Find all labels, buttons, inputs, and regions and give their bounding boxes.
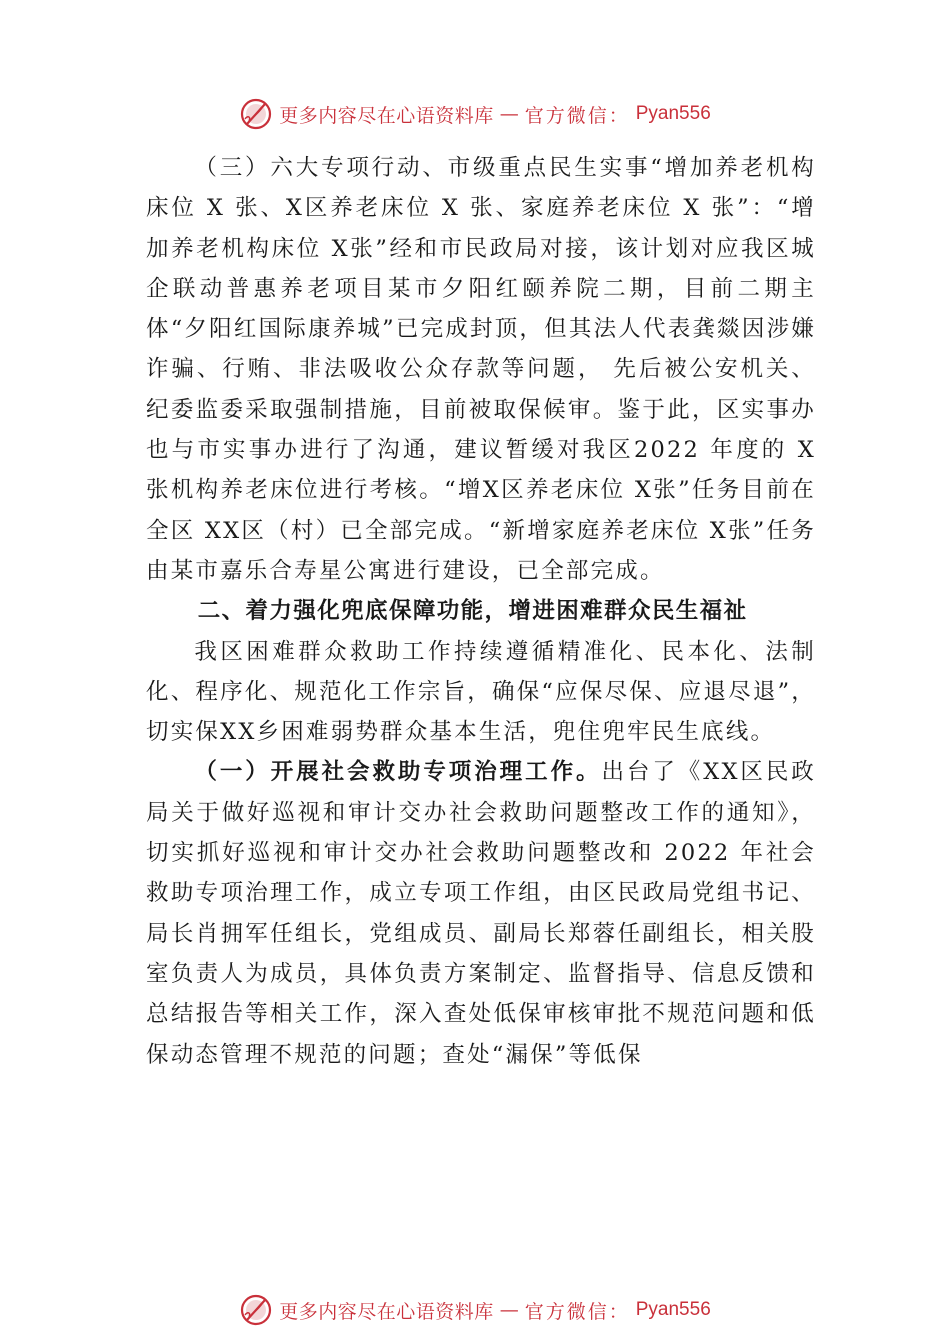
watermark-weixin-id: Pyan556 [635,103,711,124]
watermark-text: 更多内容尽在心语资料库 [279,104,494,127]
watermark-weixin-label: 官方微信： [524,1300,630,1323]
paragraph-lead-title: （一）开展社会救助专项治理工作。 [194,759,602,786]
watermark-weixin-id: Pyan556 [635,1299,711,1320]
document-body [146,148,816,1075]
watermark-dash: — [499,1299,519,1321]
feather-pen-seal-icon [239,1293,273,1327]
paragraph-assistance-intro: 我区困难群众救助工作持续遵循精准化、民本化、法制化、程序化、规范化工作宗旨，确保“应保尽保、应退尽退”，切实保XX乡困难弱势群众基本生活，兜住兜牢民生底线。 [146,638,816,746]
header-watermark [0,94,950,134]
feather-pen-seal-icon [239,97,273,131]
watermark-weixin-label: 官方微信： [524,104,630,127]
paragraph-governance-text: 出台了《XX区民政局关于做好巡视和审计交办社会救助问题整改工作的通知》，切实抓好巡视和审计交办社会救助问题整改和 2022 年社会救助专项治理工作，成立专项工作组，由区民政局党组书记、局长肖拥军任组长，党组成员、副局长郑蓉任副组长，相关股室负责人为成员，具体负责方案制定、监督指导、信息反馈和总结报告等相关工作，深入查处低保审核审批不规范问题和低保动态管理不规范的问题；查处“漏保”等低保 [146,759,817,1068]
paragraph-special-actions: （三）六大专项行动、市级重点民生实事“增加养老机构床位 X 张、X区养老床位 X 张、家庭养老床位 X 张”：“增加养老机构床位 X张”经和市民政局对接，该计划对应我区城企联动普惠养老项目某市夕阳红颐养院二期，目前二期主体“夕阳红国际康养城”已完成封顶，但其法人代表龚燚因涉嫌诈骗、行贿、非法吸收公众存款等问题， 先后被公安机关、纪委监委采取强制措施，目前被取保候审。鉴于此，区实事办也与市实事办进行了沟通，建议暂缓对我区2022 年度的 X 张机构养老床位进行考核。“增X区养老床位 X张”任务目前在全区 XX区（村）已全部完成。“新增家庭养老床位 X张”任务由某市嘉乐合寿星公寓进行建设，已全部完成。 [146,155,816,584]
paragraph-special-governance [146,752,816,1074]
watermark-dash: — [499,103,519,125]
footer-watermark [0,1290,950,1330]
watermark-text: 更多内容尽在心语资料库 [279,1300,494,1323]
section-heading-2: 二、着力强化兜底保障功能，增进困难群众民生福祉 [197,598,748,625]
